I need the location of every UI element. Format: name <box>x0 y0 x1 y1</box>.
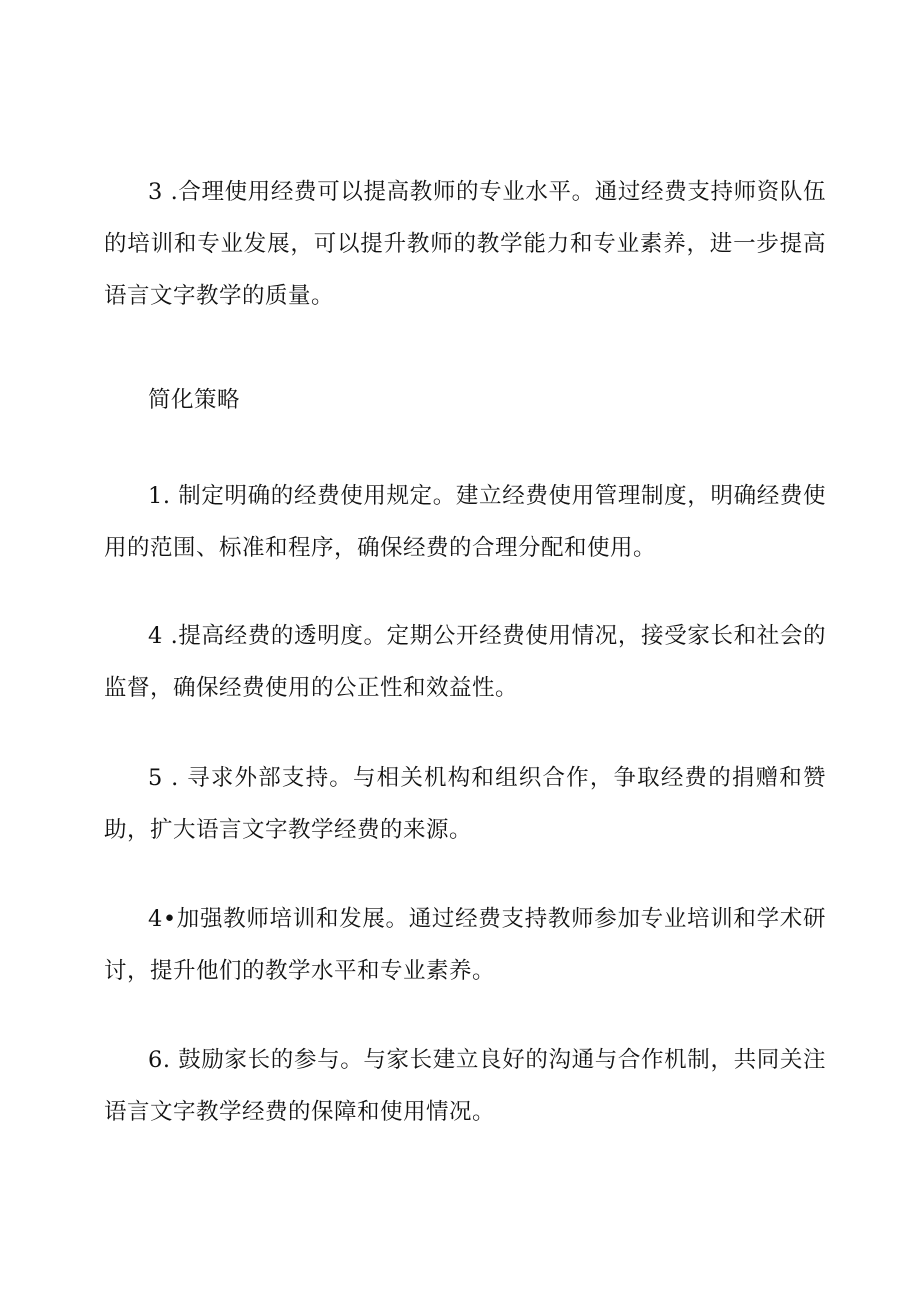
strategy-item-teacher-training: 4•加强教师培训和发展。通过经费支持教师参加专业培训和学术研讨，提升他们的教学水平和专业素养。 <box>104 906 826 984</box>
section-heading: 简化策略 <box>148 387 241 413</box>
strategy-item-parent-participation: 6. 鼓励家长的参与。与家长建立良好的沟通与合作机制，共同关注语言文字教学经费的保障和使用情况。 <box>104 1047 826 1125</box>
strategy-item-transparency: 4 .提高经费的透明度。定期公开经费使用情况，接受家长和社会的监督，确保经费使用的公正性和效益性。 <box>104 623 826 701</box>
strategy-item-external-support: 5 . 寻求外部支持。与相关机构和组织合作，争取经费的捐赠和赞助，扩大语言文字教学经费的来源。 <box>104 765 826 843</box>
paragraph-teacher-professional-level: 3 .合理使用经费可以提高教师的专业水平。通过经费支持师资队伍的培训和专业发展，可以提升教师的教学能力和专业素养，进一步提高语言文字教学的质量。 <box>104 179 826 309</box>
strategy-item-usage-rules: 1. 制定明确的经费使用规定。建立经费使用管理制度，明确经费使用的范围、标准和程序，确保经费的合理分配和使用。 <box>104 483 826 561</box>
